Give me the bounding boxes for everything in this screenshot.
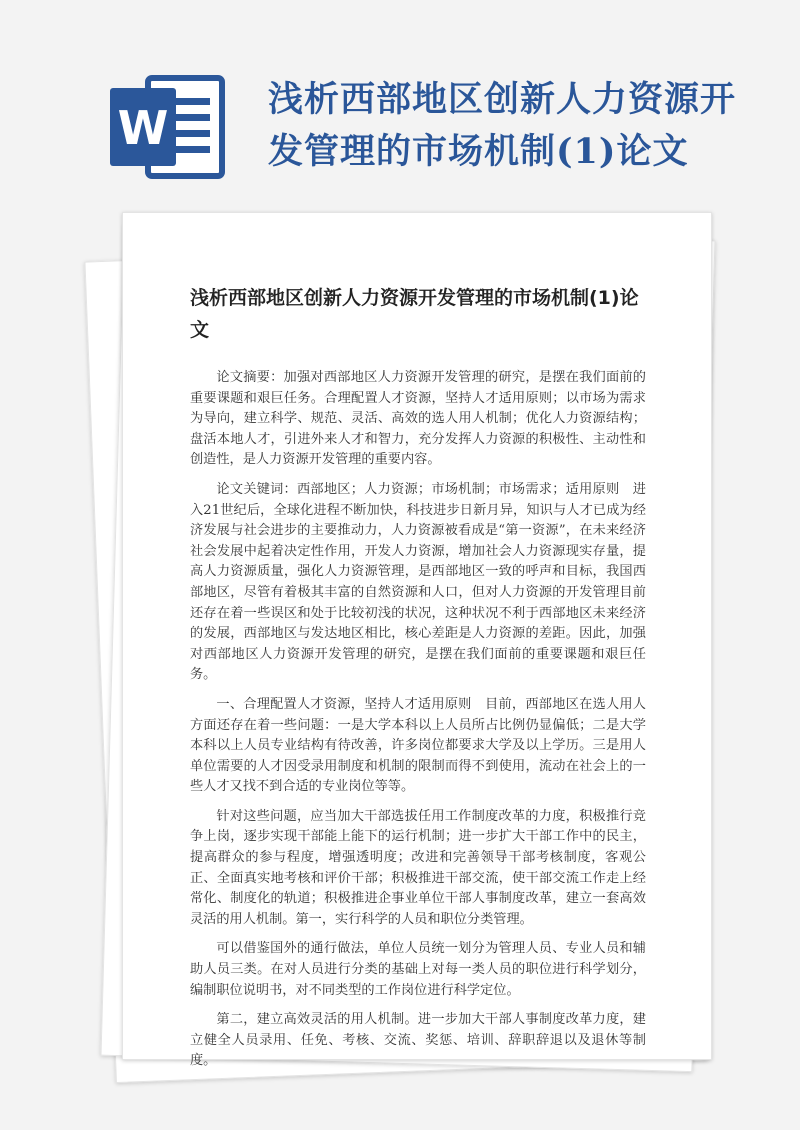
- paragraph-keywords: 论文关键词：西部地区；人力资源；市场机制；市场需求；适用原则 进入21世纪后，全球化进程不断加快，科技进步日新月异，知识与人才已成为经济发展与社会进步的主要推动力，人力资源被看成是“第一资源”，在未来经济社会发展中起着决定性作用，开发人力资源，增加社会人力资源现实存量，提高人力资源质量，强化人力资源管理，是西部地区一致的呼声和目标，我国西部地区，尽管有着极其丰富的自然资源和人口，但对人力资源的开发管理目前还存在着一些误区和处于比较初浅的状况，这种状况不利于西部地区未来经济的发展，西部地区与发达地区相比，核心差距是人力资源的差距。因此，加强对西部地区人力资源开发管理的研究，是摆在我们面前的重要课题和艰巨任务。: [190, 481, 646, 683]
- paragraph-classification: 可以借鉴国外的通行做法，单位人员统一划分为管理人员、专业人员和辅助人员三类。在对人员进行分类的基础上对每一类人员的职位进行科学划分，编制职位说明书，对不同类型的工作岗位进行科学定位。: [190, 941, 646, 998]
- logo-letter: W: [117, 101, 169, 155]
- paragraph-mechanism: 第二，建立高效灵活的用人机制。进一步加大干部人事制度改革力度，建立健全人员录用、任免、考核、交流、奖惩、培训、辞职辞退以及退休等制度。: [190, 1012, 646, 1069]
- paragraph-measures: 针对这些问题，应当加大干部选拔任用工作制度改革的力度，积极推行竞争上岗，逐步实现干部能上能下的运行机制；进一步扩大干部工作中的民主，提高群众的参与程度，增强透明度；改进和完善领导干部考核制度，客观公正、全面真实地考核和评价干部；积极推进干部交流，使干部交流工作走上经常化、制度化的轨道；积极推进企事业单位干部人事制度改革，建立一套高效灵活的用人机制。第一，实行科学的人员和职位分类管理。: [190, 808, 646, 927]
- document-body: [190, 282, 646, 1081]
- paragraph-abstract: 论文摘要：加强对西部地区人力资源开发管理的研究，是摆在我们面前的重要课题和艰巨任务。合理配置人才资源，坚持人才适用原则；以市场为需求为导向，建立科学、规范、灵活、高效的选人用人机制；优化人力资源结构；盘活本地人才，引进外来人才和智力，充分发挥人力资源的积极性、主动性和创造性，是人力资源开发管理的重要内容。: [190, 370, 646, 468]
- word-document-icon: [108, 72, 226, 182]
- document-title: 浅析西部地区创新人力资源开发管理的市场机制(1)论文: [190, 287, 639, 341]
- paragraph-section-1: 一、合理配置人才资源，坚持人才适用原则 目前，西部地区在选人用人方面还存在着一些问题：一是大学本科以上人员所占比例仍显偏低；二是大学本科以上人员专业结构有待改善，许多岗位都要求大学及以上学历。三是用人单位需要的人才因受录用制度和机制的限制而得不到使用，流动在社会上的一些人才又找不到合适的专业岗位等等。: [190, 696, 646, 795]
- page-title: 浅析西部地区创新人力资源开发管理的市场机制(1)论文: [268, 79, 737, 172]
